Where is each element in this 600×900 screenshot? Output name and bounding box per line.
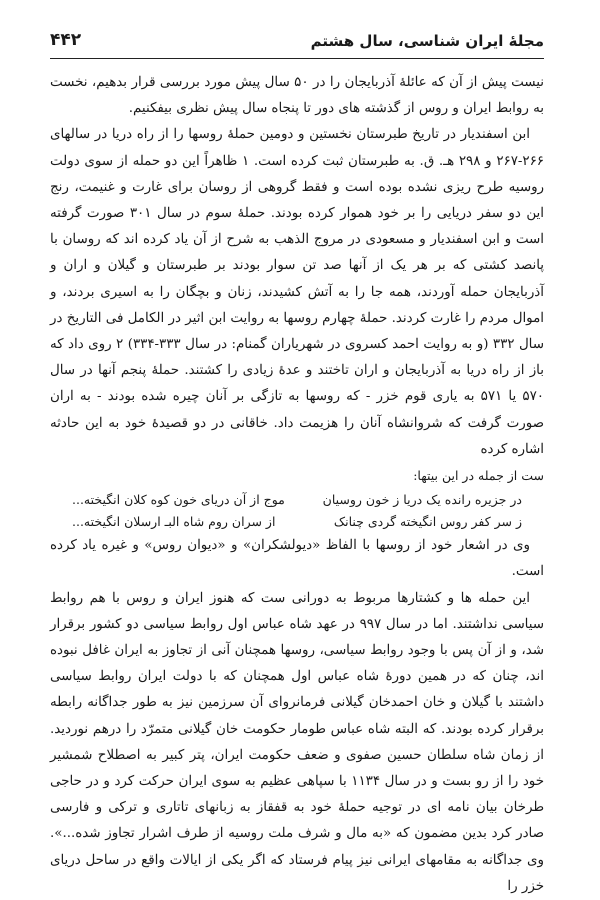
verse-hemistich: موج از آن دریای خون کوه کلان انگیخته... — [72, 492, 285, 508]
paragraph-intro: نیست پیش از آن که عائلۀ آذربایجان را در ۵۰ سال پیش مورد بررسی قرار بدهیم، نخست به روابط ایران و روس از گذشته های دور تا پنجاه سال پیش نظری بیفکنیم. — [50, 75, 544, 117]
page-body — [50, 70, 544, 900]
verse-line — [72, 489, 522, 511]
paragraph-relations: این حمله ها و کشتارها مربوط به دورانی ست که هنوز ایران و روس با هم روابط سیاسی نداشتند. اما در سال ۹۹۷ در عهد شاه عباس اول روابط سیاسی دو کشور برقرار شد، و از آن پس با وجود روابط سیاسی، روسها همچنان آنی از تجاوز به ایران غافل نبوده اند، چنان که در همین دورۀ شاه عباس اول همچنان که با دولت ایران روابط سیاسی داشتند با گیلان و خان احمدخان گیلانی فرمانروای آن سرزمین نیز به طور جداگانه رابطه برقرار کرده بودند. که البته شاه عباس طومار حکومت خان گیلانی متمرّد را درهم نوردید. از زمان شاه سلطان حسین صفوی و ضعف حکومت ایران، پتر کبیر به اصطلاح شمشیر خود را از رو بست و در سال ۱۱۳۴ با سپاهی عظیم به سوی ایران حرکت کرد و در حاجی طرخان بیان نامه ای در توجیه حملۀ خود به قفقاز به زبانهای تاتاری و ترکی و فارسی صادر کرد بدین مضمون که «به مال و شرف ملت روسیه از طرف اشرار تجاوز شده...». وی جداگانه به مقامهای ایرانی نیز پیام فرستاد که اگر یکی از ایالات واقع در ساحل دریای خزر را — [50, 590, 545, 894]
running-title: مجلۀ ایران شناسی، سال هشتم — [310, 32, 544, 50]
page-header — [50, 28, 544, 59]
verse-hemistich: از سران روم شاه البـ ارسلان انگیخته... — [72, 514, 276, 530]
verse-line — [72, 511, 522, 533]
paragraph-after-verses: وی در اشعار خود از روسها با الفاظ «دیولشکران» و «دیوان روس» و غیره یاد کرده است. — [50, 538, 544, 580]
paragraph-history: ابن اسفندیار در تاریخ طبرستان نخستین و دومین حملۀ روسها را از راه دریا در سالهای ۲۶۶-۲۶۷ و ۲۹۸ هـ. ق. به طبرستان ثبت کرده است. ۱ ظاهراً این دو حمله از سوی دولت روسیه طرح ریزی نشده بوده است و فقط گروهی از روسان برای غارت و غنیمت، رنج این دو سفر دریایی را بر خود هموار کرده بودند. حملۀ سوم در سال ۳۰۱ صورت گرفته است و ابن اسفندیار و مسعودی در مروج الذهب به شرح از آن یاد کرده اند که روسان با پانصد کشتی که بر هر یک از آنها صد تن سوار بودند بر طبرستان و گیلان و اران و آذربایجان حمله آوردند، همه جا را به آتش کشیدند، زنان و بچگان را به اسیری بردند، و اموال مردم را غارت کردند. حملۀ چهارم روسها به روایت ابن اثیر در الکامل فی التاریخ در سال ۳۳۲ (و به روایت احمد کسروی در شهریاران گمنام: در سال ۳۳۳-۳۳۴) ۲ روی داد که باز از راه دریا به آذربایجان و اران تاختند و عدۀ زیادی را کشتند. حملۀ پنجم آنها در سال ۵۷۰ یا ۵۷۱ به یاری قوم خزر - که روسها به تازگی بر آنان چیره شده بودند - به اران صورت گرفت که شروانشاه آنان را هزیمت داد. خاقانی در دو قصیدۀ خود به این حادثه اشاره کرده — [50, 127, 544, 457]
page-number: ۴۴۲ — [50, 30, 82, 50]
verse-block — [72, 489, 522, 533]
verse-hemistich: در جزیره رانده یک دریا ز خون روسیان — [322, 492, 522, 508]
verse-intro: ست از جمله در این بیتها: — [413, 468, 544, 484]
verse-hemistich: ز سر کفر روس انگیخته گردی چنانک — [333, 514, 522, 530]
